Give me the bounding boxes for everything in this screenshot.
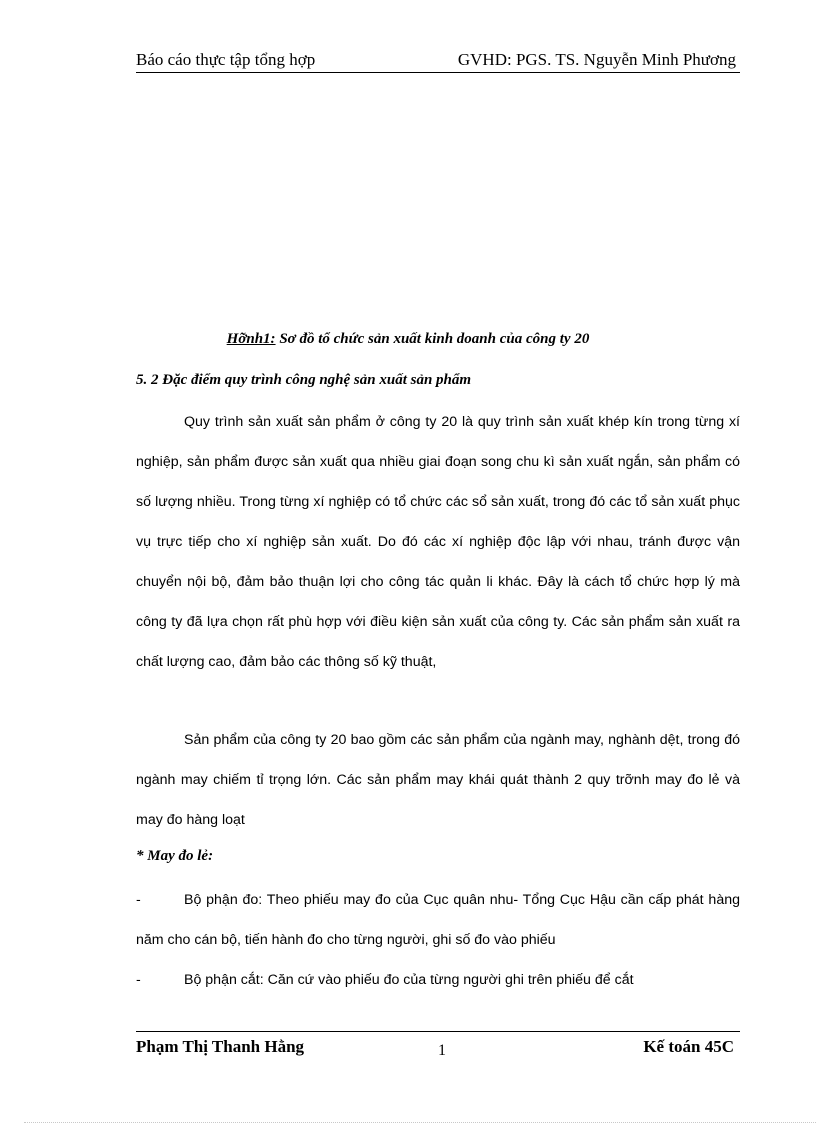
list-item <box>136 880 740 960</box>
subheading-may-do-le: * May đo lẻ: <box>136 848 214 864</box>
page-header <box>136 48 740 73</box>
paragraph-2: Sản phẩm của công ty 20 bao gồm các sản phẩm của ngành may, nghành dệt, trong đó ngành may chiếm tỉ trọng lớn. Các sản phẩm may khái quát thành 2 quy trỡnh may đo lẻ và may đo hàng loạt <box>136 732 740 828</box>
list-item-text: Bộ phận cắt: Căn cứ vào phiếu đo của từng người ghi trên phiếu để cắt <box>184 972 634 988</box>
footer-class: Kế toán 45C <box>643 1037 734 1056</box>
list-dash: - <box>136 972 141 988</box>
header-supervisor: GVHD: PGS. TS. Nguyễn Minh Phương <box>457 50 736 69</box>
paragraph-1: Quy trình sản xuất sản phẩm ở công ty 20 là quy trình sản xuất khép kín trong từng xí nghiệp, sản phẩm được sản xuất qua nhiều giai đoạn song chu kì sản xuất ngắn, sản phẩm có số lượng nhiều. Trong từng xí nghiệp có tổ chức các sổ sản xuất, trong đó các tổ sản xuất phục vụ trực tiếp cho xí nghiệp sản xuất. Do đó các xí nghiệp độc lập với nhau, tránh được vận chuyển nội bộ, đảm bảo thuận lợi cho công tác quản li khác. Đây là cách tổ chức hợp lý mà công ty đã lựa chọn rất phù hợp với điều kiện sản xuất của công ty. Các sản phẩm sản xuất ra chất lượng cao, đảm bảo các thông số kỹ thuật, <box>136 414 740 670</box>
footer-author: Phạm Thị Thanh Hằng <box>136 1037 305 1056</box>
list-dash: - <box>136 892 141 908</box>
figure-caption-label: Hỡnh1: <box>226 331 276 347</box>
figure-caption <box>0 331 816 348</box>
header-report-title: Báo cáo thực tập tổng hợp <box>136 50 316 69</box>
list-item-text: Bộ phận đo: Theo phiếu may đo của Cục quân nhu- Tổng Cục Hậu cần cấp phát hàng năm cho cán bộ, tiến hành đo cho từng người, ghi số đo vào phiếu <box>136 892 740 948</box>
page-footer <box>136 1031 740 1062</box>
page-number: 1 <box>438 1042 446 1059</box>
section-heading: 5. 2 Đặc điểm quy trình công nghệ sản xuất sản phẩm <box>136 372 472 388</box>
list-item <box>136 960 740 1000</box>
figure-caption-text: Sơ đồ tổ chức sản xuất kinh doanh của công ty 20 <box>275 331 590 347</box>
